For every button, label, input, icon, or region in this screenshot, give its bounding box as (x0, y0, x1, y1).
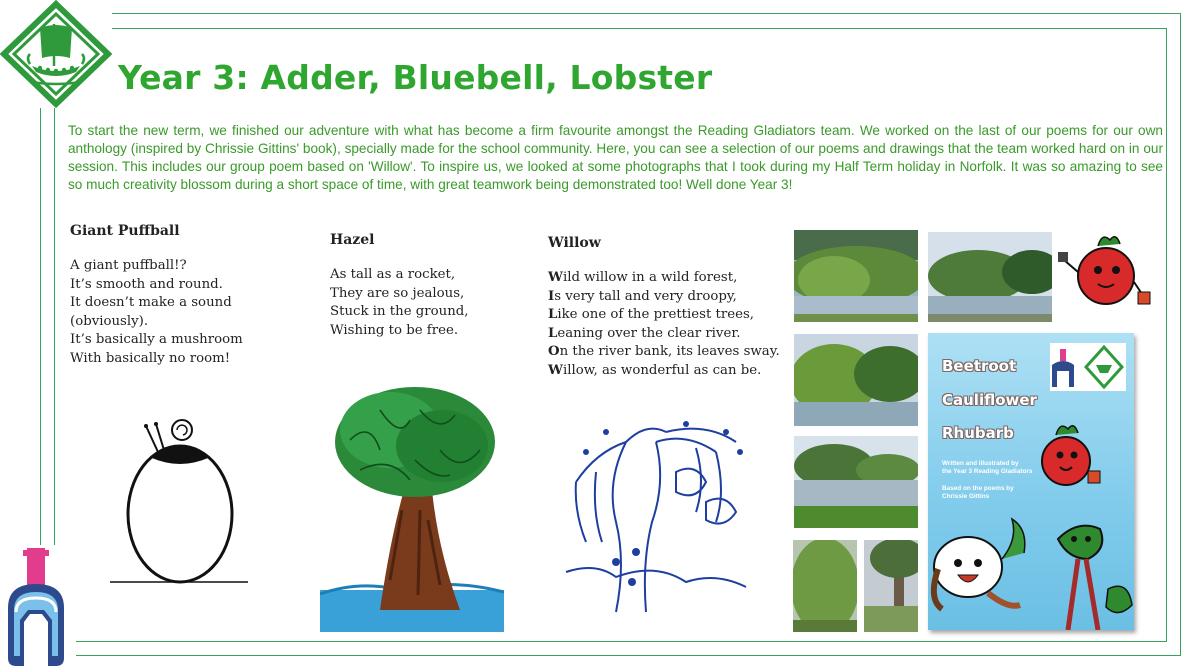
poem-line: As tall as a rocket, (330, 267, 456, 282)
gladiator-helmet-icon (2, 548, 72, 668)
puffball-drawing (100, 410, 260, 590)
willow-photo (928, 232, 1052, 322)
poem-line: They are so jealous, (330, 285, 465, 301)
poem-line (548, 325, 780, 344)
willow-tree-drawing (556, 412, 756, 622)
poem-line (548, 362, 780, 381)
book-title-line: Cauliflower (942, 391, 1037, 409)
book-title-line: Beetroot (942, 357, 1017, 375)
school-logo-icon (0, 0, 112, 108)
poem-line (548, 288, 780, 307)
poem-line: (obviously). (70, 313, 149, 329)
willow-photo (794, 436, 918, 528)
beetroot-cover-icon (1028, 421, 1104, 493)
poem-line-text: ild willow in a wild forest, (562, 270, 738, 285)
poem-title: Hazel (330, 232, 375, 248)
book-credit-line: Written and illustrated by (942, 460, 1019, 467)
acrostic-letter: L (548, 325, 558, 341)
book-credit-line: Chrissie Gittins (942, 493, 990, 500)
poem-line (548, 306, 780, 325)
willow-photo (864, 540, 918, 632)
book-credit-line: the Year 3 Reading Gladiators (942, 468, 1033, 475)
poem-line-text: ike one of the prettiest trees, (557, 307, 755, 322)
beetroot-character-drawing (1058, 232, 1154, 316)
book-title-line: Rhubarb (942, 424, 1014, 442)
poem-line: With basically no room! (70, 350, 231, 366)
poem-giant-puffball (70, 223, 243, 368)
poem-title: Willow (548, 235, 601, 251)
acrostic-letter: W (548, 270, 563, 285)
vegetables-cover-illustration (928, 509, 1134, 630)
book-logos-icon (1050, 343, 1126, 391)
poem-title: Giant Puffball (70, 223, 180, 239)
poem-line: It’s smooth and round. (70, 276, 223, 292)
acrostic-letter: O (548, 344, 560, 359)
poem-line: Stuck in the ground, (330, 304, 469, 319)
poem-line: Wishing to be free. (330, 322, 459, 338)
poem-line-text: illow, as wonderful as can be. (562, 362, 762, 378)
acrostic-letter: L (548, 307, 558, 322)
poem-line (548, 269, 780, 288)
page-title: Year 3: Adder, Bluebell, Lobster (118, 58, 713, 97)
intro-paragraph: To start the new term, we finished our adventure with what has become a firm favourite amongst the Reading Gladiators team. We worked on the last of our poems for our own anthology (inspired by Chrissie Gittins' book), specially made for the school community. Here, you can see a selection of our poems and drawings that the team worked hard on in our session. This includes our group poem based on 'Willow'. To inspire us, we looked at some photographs that I took during my Half Term holiday in Norfolk. It was so amazing to see so much creativity blossom during a short space of time, with great teamwork being demonstrated too! Well done Year 3! (68, 123, 1163, 192)
willow-photo (793, 540, 857, 632)
poem-line: A giant puffball!? (70, 258, 187, 273)
willow-photo (794, 230, 918, 322)
poem-line-text: eaning over the clear river. (557, 325, 741, 341)
acrostic-letter: W (548, 362, 563, 378)
poem-line: It doesn’t make a sound (70, 295, 232, 310)
poem-hazel (330, 232, 469, 340)
acrostic-letter: I (548, 288, 555, 304)
book-credit-line: Based on the poems by (942, 485, 1014, 492)
poem-line-text: n the river bank, its leaves sway. (559, 344, 780, 359)
hazel-tree-drawing (320, 380, 504, 632)
poem-line-text: s very tall and very droopy, (554, 288, 737, 304)
book-cover (928, 333, 1134, 630)
willow-photo (794, 334, 918, 426)
poem-willow (548, 235, 780, 380)
poem-line (548, 343, 780, 362)
poem-line: It’s basically a mushroom (70, 332, 243, 347)
